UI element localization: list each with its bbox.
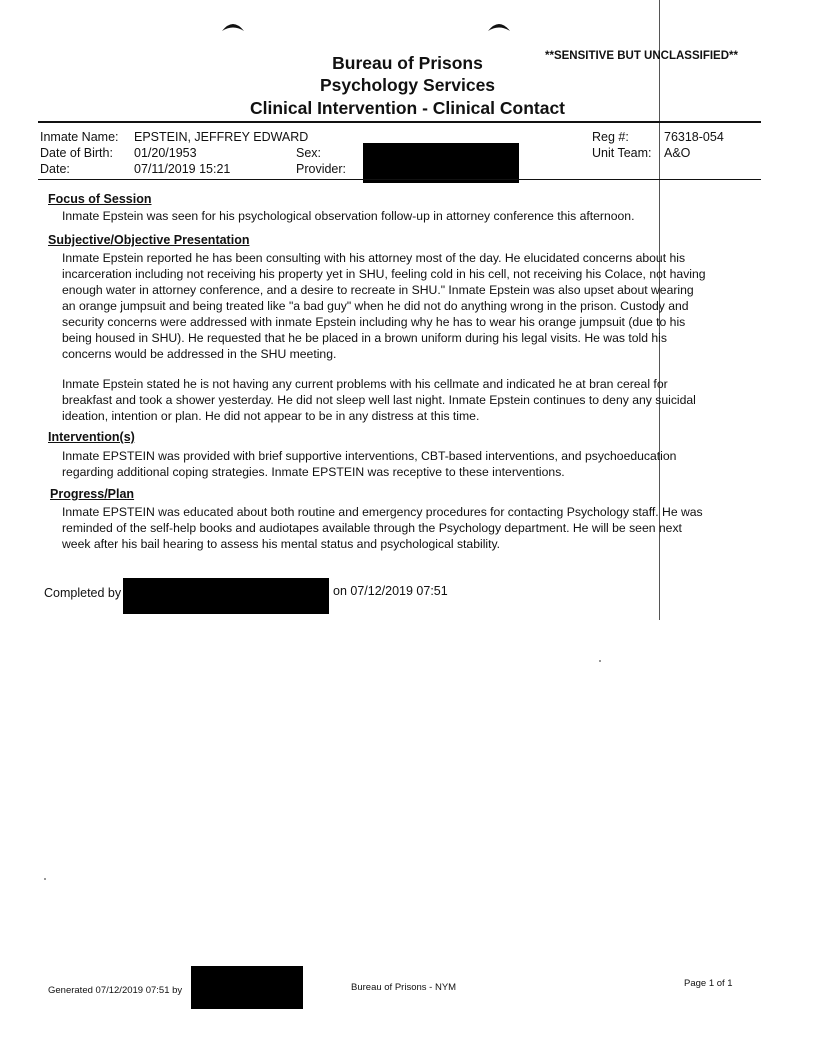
sex-label: Sex: xyxy=(296,146,322,160)
subjective-line: enough water in attorney conference, and a desire to recreate in SHU." Inmate Epstein was also upset about wearing xyxy=(62,283,694,297)
form-title: Clinical Intervention - Clinical Contact xyxy=(249,98,566,118)
agency-title: Bureau of Prisons xyxy=(332,53,483,73)
intervention-heading: Intervention(s) xyxy=(48,430,135,444)
subjective-line: ideation, intention or plan. He did not appear to be in any distress at this time. xyxy=(62,409,480,423)
inmate-name: EPSTEIN, JEFFREY EDWARD xyxy=(134,130,309,144)
footer-redaction xyxy=(191,966,303,1009)
footer-page-number: Page 1 of 1 xyxy=(684,978,733,989)
date-label: Date: xyxy=(40,162,70,176)
subjective-line: incarceration including not receiving his property yet in SHU, feeling cold in his cell, not receiving his Colace, not having xyxy=(62,267,706,281)
scan-speck xyxy=(599,660,601,662)
scan-speck xyxy=(44,878,46,880)
progress-line: week after his bail hearing to assess his mental status and psychological stability. xyxy=(62,537,501,551)
header-rule-top xyxy=(38,121,761,123)
classification-marking: **SENSITIVE BUT UNCLASSIFIED** xyxy=(545,50,738,62)
subjective-line: an orange jumpsuit and being treated like "a bad guy" when he did not do anything wrong in the prison. Custody and xyxy=(62,299,689,313)
focus-heading: Focus of Session xyxy=(48,192,152,206)
dob-value: 01/20/1953 xyxy=(134,146,197,160)
focus-text: Inmate Epstein was seen for his psychological observation follow-up in attorney conference this afternoon. xyxy=(62,209,635,223)
reg-value: 76318-054 xyxy=(664,130,724,144)
subjective-line: being housed in SHU). He requested that he be placed in a brown uniform during his legal visits. He was told his xyxy=(62,331,667,345)
completed-on-date: on 07/12/2019 07:51 xyxy=(333,584,448,598)
date-value: 07/11/2019 15:21 xyxy=(134,162,231,176)
unit-team-value: A&O xyxy=(664,146,691,160)
progress-heading: Progress/Plan xyxy=(50,487,135,501)
dob-label: Date of Birth: xyxy=(40,146,113,160)
progress-line: Inmate EPSTEIN was educated about both routine and emergency procedures for contacting Psychology staff. He was xyxy=(62,505,703,519)
subjective-line: breakfast and took a shower yesterday. He did not sleep well last night. Inmate Epstein continues to deny any suicidal xyxy=(62,393,696,407)
hole-punch-mark-right xyxy=(487,20,511,32)
completed-by-label: Completed by xyxy=(44,586,122,600)
progress-line: reminded of the self-help books and audiotapes available through the Psychology department. He will be seen next xyxy=(62,521,682,535)
footer-location: Bureau of Prisons - NYM xyxy=(351,982,457,993)
provider-label: Provider: xyxy=(296,162,347,176)
completed-by-redaction xyxy=(123,578,329,614)
subjective-line: Inmate Epstein reported he has been consulting with his attorney most of the day. He elucidated concerns about his xyxy=(62,251,686,265)
intervention-line: regarding additional coping strategies. Inmate EPSTEIN was receptive to these interventions. xyxy=(62,465,565,479)
provider-redaction xyxy=(363,143,519,183)
intervention-line: Inmate EPSTEIN was provided with brief supportive interventions, CBT-based interventions, and psychoeducation xyxy=(62,449,677,463)
inmate-name-label: Inmate Name: xyxy=(40,130,119,144)
subjective-line: Inmate Epstein stated he is not having any current problems with his cellmate and indicated he at bran cereal for xyxy=(62,377,668,391)
unit-team-label: Unit Team: xyxy=(592,146,652,160)
hole-punch-mark-left xyxy=(221,20,245,32)
reg-label: Reg #: xyxy=(592,130,629,144)
subjective-line: concerns would be addressed in the SHU meeting. xyxy=(62,347,337,361)
header-rule-bottom xyxy=(38,179,761,180)
subjective-line: security concerns were addressed with inmate Epstein including why he has to wear his orange jumpsuit (due to his xyxy=(62,315,686,329)
footer-generated: Generated 07/12/2019 07:51 by xyxy=(48,985,183,996)
subjective-heading: Subjective/Objective Presentation xyxy=(48,233,250,247)
department-title: Psychology Services xyxy=(319,75,496,95)
